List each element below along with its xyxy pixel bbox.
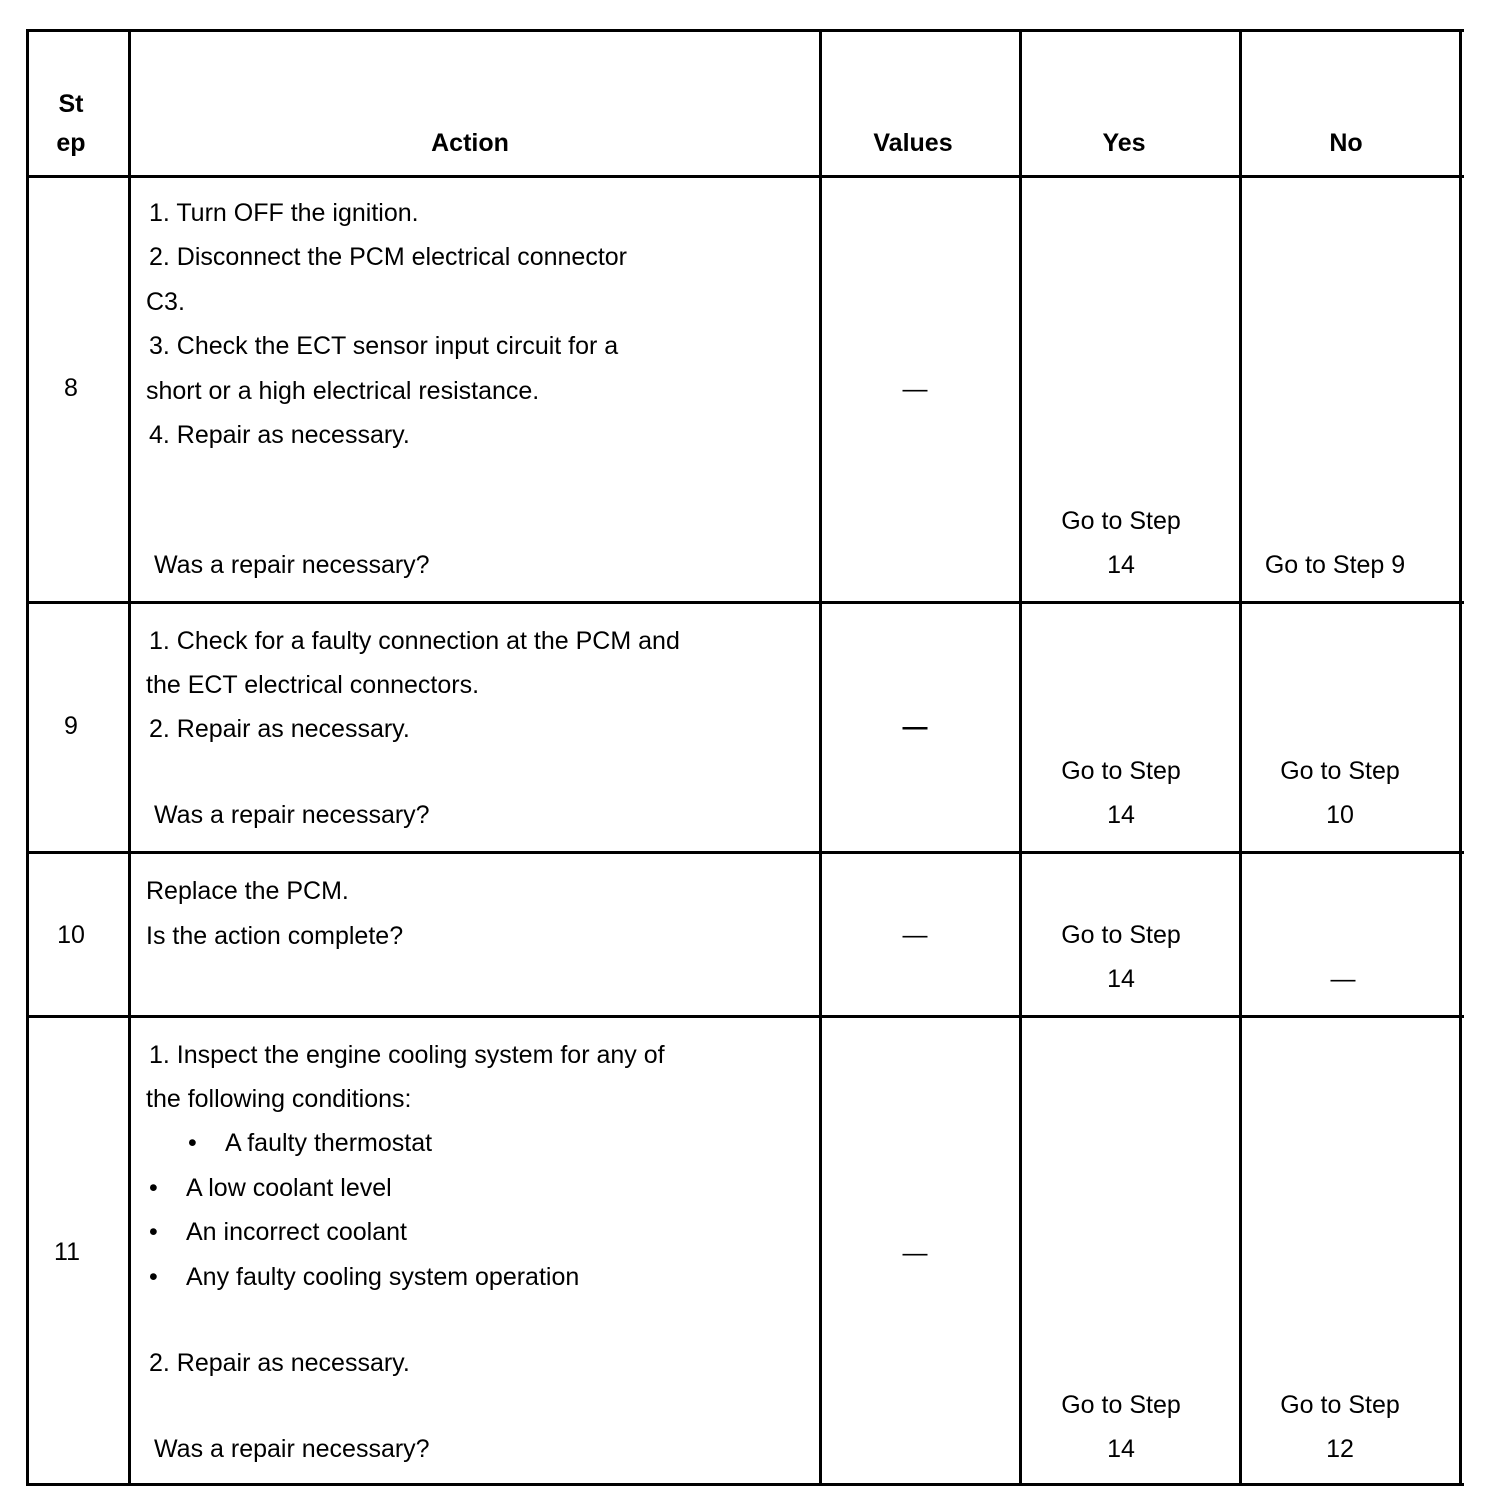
header-step-line2: ep [56,129,86,157]
header-yes: Yes [1102,129,1146,157]
rule-top [26,29,1464,32]
step-11: 11 [54,1238,80,1266]
row9-question: Was a repair necessary? [154,801,430,829]
header-step-line1: St [58,90,84,118]
rule-step-action [128,29,131,1486]
row9-action-line: 1. Check for a faulty connection at the PCM and [149,627,680,655]
row11-action-line: the following conditions: [146,1085,412,1113]
row10-yes-line2: 14 [1107,965,1135,993]
row8-action-line: 3. Check the ECT sensor input circuit for a [149,332,619,360]
row9-yes-line2: 14 [1107,801,1135,829]
row10-yes-line1: Go to Step [1061,921,1181,949]
row8-no: Go to Step 9 [1264,551,1406,579]
bullet-icon: • [149,1263,158,1291]
row8-question: Was a repair necessary? [154,551,430,579]
row8-values-dash: — [902,375,928,403]
row9-values-dash: — [902,713,928,741]
bullet-icon: • [149,1218,158,1246]
row9-action-line: the ECT electrical connectors. [146,671,480,699]
row8-action-line: 2. Disconnect the PCM electrical connector [149,243,627,271]
row11-bullet-item: An incorrect coolant [186,1218,407,1246]
step-9: 9 [64,712,78,740]
row11-action-line: 1. Inspect the engine cooling system for any of [149,1041,665,1069]
row11-bullet-item: Any faulty cooling system operation [186,1263,580,1291]
bullet-icon: • [188,1129,197,1157]
header-action: Action [431,129,509,157]
row10-action-line: Replace the PCM. [146,877,349,905]
rule-header-bottom [26,175,1464,178]
rule-row9-bottom [26,851,1464,854]
row11-bullet-item: A faulty thermostat [225,1129,433,1157]
rule-action-values [819,29,822,1486]
row9-no-line1: Go to Step [1280,757,1400,785]
row11-bullet-item: A low coolant level [186,1174,392,1202]
row10-no-dash: — [1330,965,1356,993]
row9-action-line: 2. Repair as necessary. [149,715,410,743]
row8-action-line: C3. [146,288,185,316]
row11-no-line1: Go to Step [1280,1391,1400,1419]
row10-values-dash: — [902,921,928,949]
bullet-icon: • [149,1174,158,1202]
step-10: 10 [57,921,85,949]
row11-question: Was a repair necessary? [154,1435,430,1463]
row8-yes-line1: Go to Step [1061,507,1181,535]
rule-row10-bottom [26,1015,1464,1018]
row11-action-line: 2. Repair as necessary. [149,1349,410,1377]
row8-action-line: short or a high electrical resistance. [146,377,540,405]
header-values: Values [873,129,953,157]
row9-yes-line1: Go to Step [1061,757,1181,785]
rule-bottom [26,1483,1464,1486]
rule-left [26,29,29,1486]
row9-no-line2: 10 [1326,801,1354,829]
row10-action-line: Is the action complete? [146,922,404,950]
row8-action-line: 1. Turn OFF the ignition. [149,199,419,227]
row11-yes-line1: Go to Step [1061,1391,1181,1419]
rule-yes-no [1239,29,1242,1486]
row11-values-dash: — [902,1239,928,1267]
step-8: 8 [64,374,78,402]
rule-row8-bottom [26,601,1464,604]
row8-action-line: 4. Repair as necessary. [149,421,410,449]
row11-no-line2: 12 [1326,1435,1354,1463]
rule-values-yes [1019,29,1022,1486]
row11-yes-line2: 14 [1107,1435,1135,1463]
header-no: No [1329,129,1363,157]
row8-yes-line2: 14 [1107,551,1135,579]
rule-right [1459,29,1462,1486]
